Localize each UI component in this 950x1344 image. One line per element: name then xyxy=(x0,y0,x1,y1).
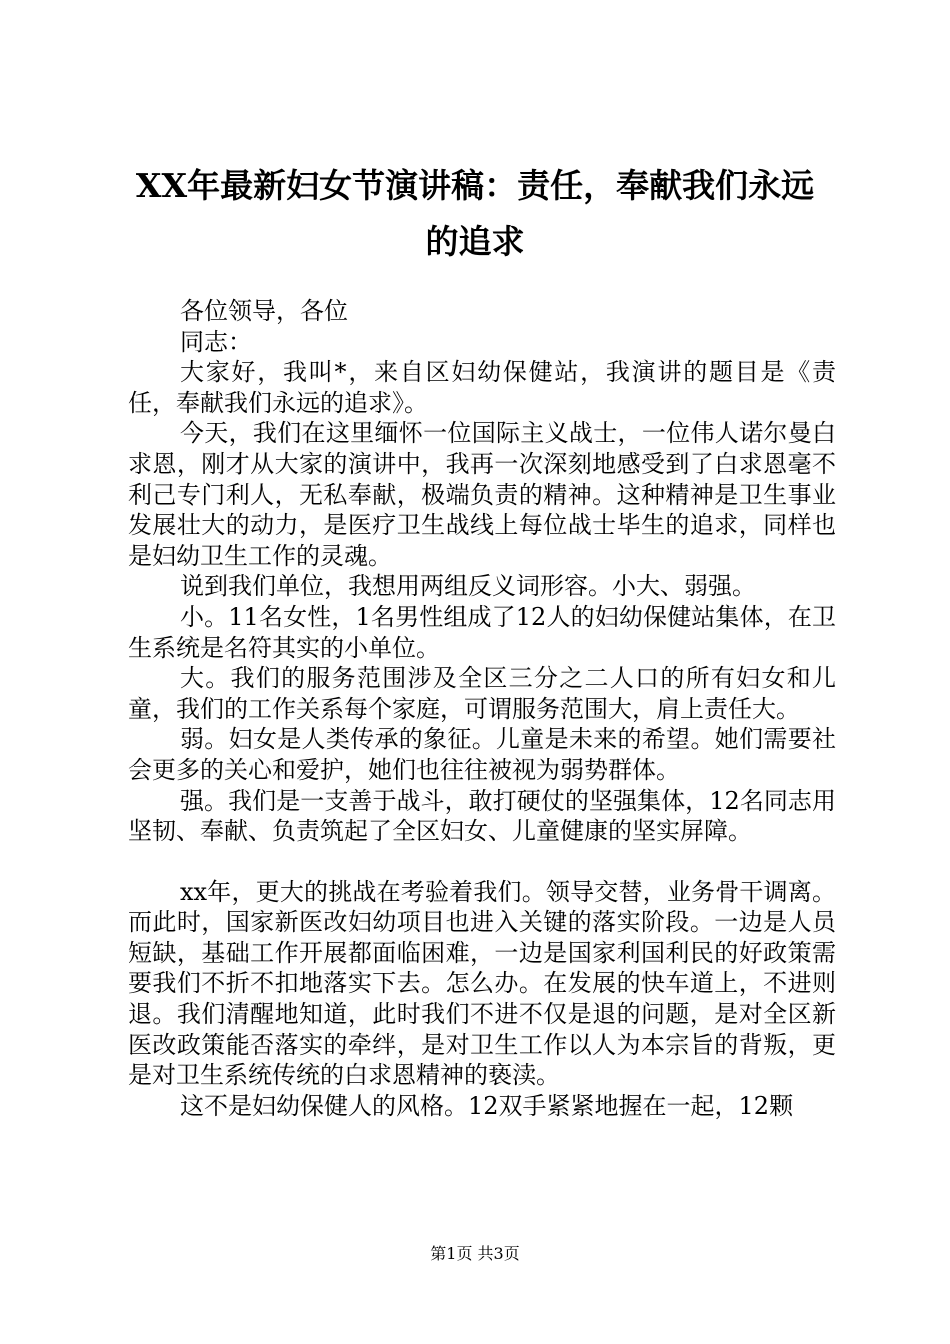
paragraph-challenge: xx年，更大的挑战在考验着我们。领导交替，业务骨干调离。而此时，国家新医改妇幼项目也进入关键的落实阶段。一边是人员短缺，基础工作开展都面临困难，一边是国家利国利民的好政策需要我们不折不扣地落实下去。怎么办。在发展的快车道上，不进则退。我们清醒地知道，此时我们不进不仅是退的问题，是对全区新医改政策能否落实的牵绊，是对卫生工作以人为本宗旨的背叛，更是对卫生系统传统的白求恩精神的亵渎。 xyxy=(128,877,836,1090)
document-title: XX年最新妇女节演讲稿：责任，奉献我们永远的追求 xyxy=(135,166,815,261)
paragraph-big: 大。我们的服务范围涉及全区三分之二人口的所有妇女和儿童，我们的工作关系每个家庭，可谓服务范围大，肩上责任大。 xyxy=(128,664,836,723)
paragraph-bethune: 今天，我们在这里缅怀一位国际主义战士，一位伟人诺尔曼白求恩，刚才从大家的演讲中，我再一次深刻地感受到了白求恩毫不利己专门利人，无私奉献，极端负责的精神。这种精神是卫生事业发展壮大的动力，是医疗卫生战线上每位战士毕生的追求，同样也是妇幼卫生工作的灵魂。 xyxy=(128,419,836,570)
paragraph-small: 小。11名女性，1名男性组成了12人的妇幼保健站集体，在卫生系统是名符其实的小单位。 xyxy=(128,602,836,662)
paragraph-salutation: 各位领导，各位 xyxy=(180,297,348,325)
paragraph-antonyms: 说到我们单位，我想用两组反义词形容。小大、弱强。 xyxy=(180,572,756,601)
paragraph-salutation-cont: 同志： xyxy=(180,327,252,356)
paragraph-weak: 弱。妇女是人类传承的象征。儿童是未来的希望。她们需要社会更多的关心和爱护，她们也往往被视为弱势群体。 xyxy=(128,725,836,784)
paragraph-teamwork: 这不是妇幼保健人的风格。12双手紧紧地握在一起，12颗 xyxy=(180,1091,794,1120)
page-footer: 第1页 共3页 xyxy=(430,1244,520,1263)
paragraph-strong: 强。我们是一支善于战斗，敢打硬仗的坚强集体，12名同志用坚韧、奉献、负责筑起了全区妇女、儿童健康的坚实屏障。 xyxy=(128,786,836,846)
document-body xyxy=(128,296,836,1121)
paragraph-intro: 大家好，我叫*，来自区妇幼保健站，我演讲的题目是《责任，奉献我们永远的追求》。 xyxy=(128,358,836,417)
